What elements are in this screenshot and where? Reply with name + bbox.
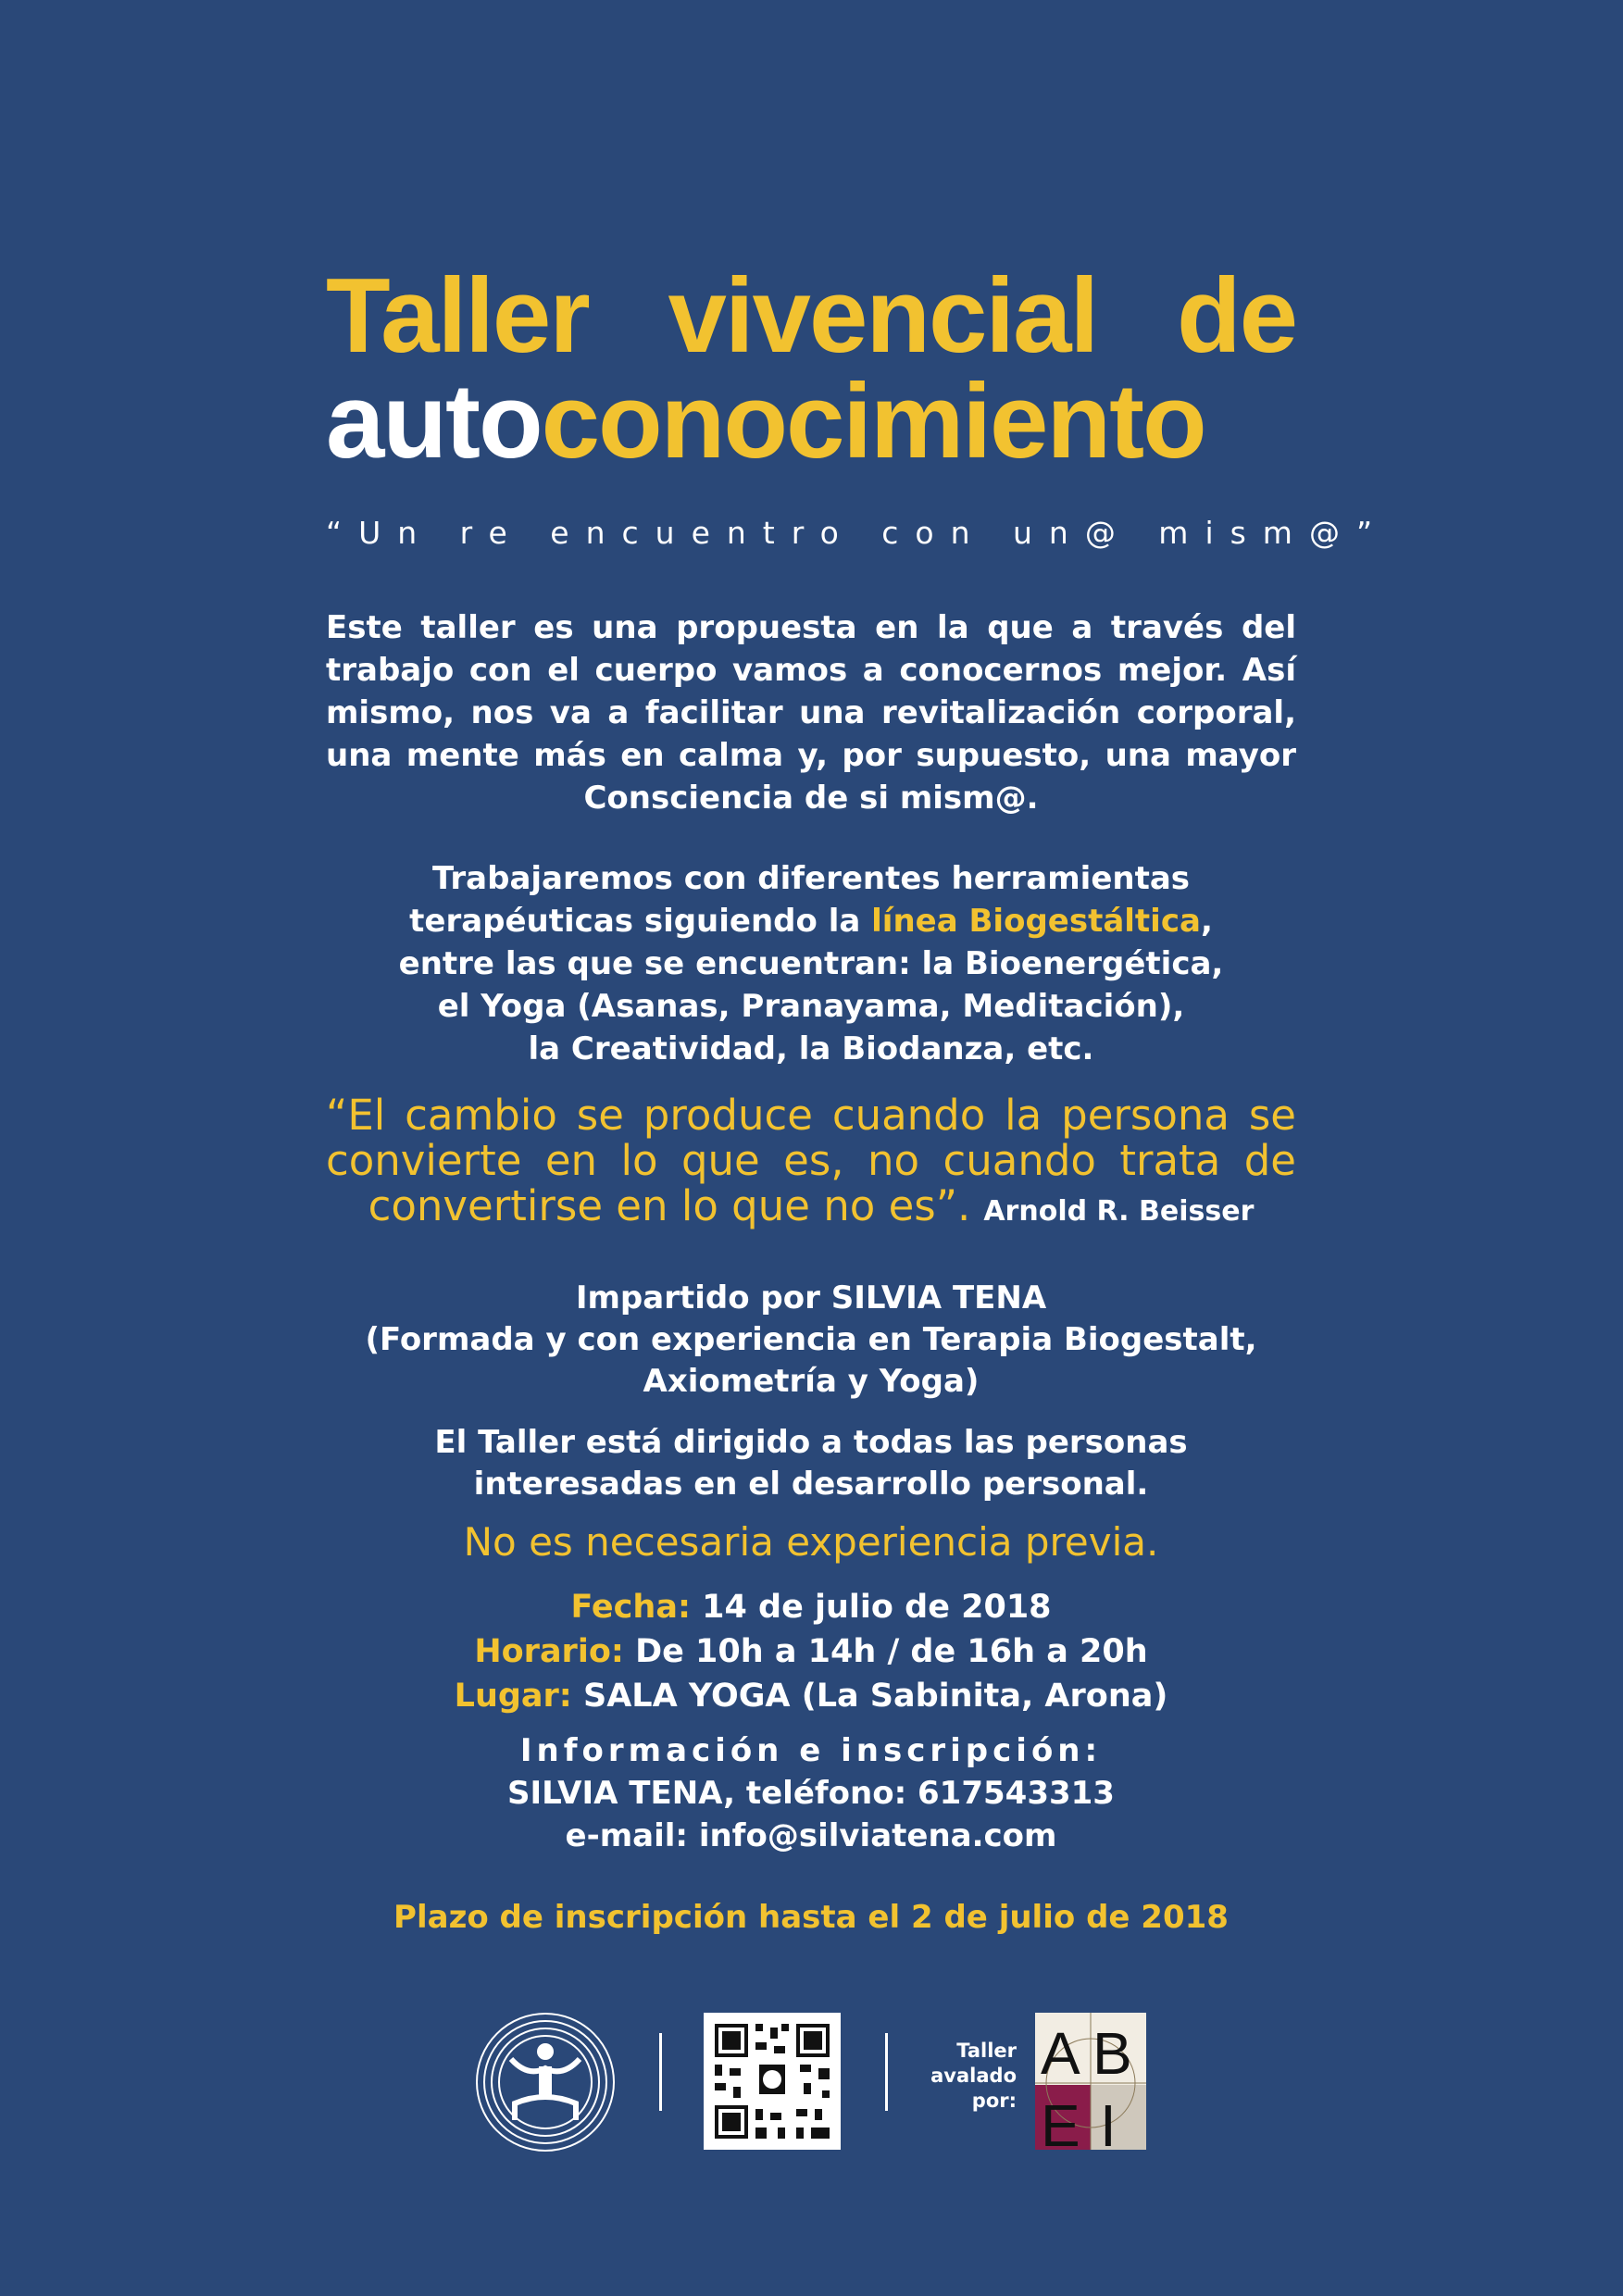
quote-last-line-wrap [326,1183,1296,1234]
title-auto: auto [326,363,542,480]
biogestalt-highlight: línea Biogestáltica [871,903,1201,940]
flyer-title [326,257,1296,480]
audience-block [326,1422,1296,1505]
quote-last-line: convertirse en lo que no es”. [368,1181,971,1230]
quote-text: “El cambio se produce cuando la persona se convierte en lo que es, no cuando trata de [326,1091,1296,1185]
schedule-label: Horario: [474,1633,624,1670]
title-conocimiento: conocimiento [541,363,1205,480]
contact-block [326,1729,1296,1857]
instructor-line-3: Axiometría y Yoga) [643,1363,980,1400]
schedule-row [326,1629,1296,1674]
tools-line-2 [326,900,1296,942]
place-value: SALA YOGA (La Sabinita, Arona) [582,1678,1168,1715]
quote-block [326,1092,1296,1234]
tools-line-1: Trabajaremos con diferentes herramientas [431,860,1191,897]
title-word-2: vivencial [668,257,1098,375]
contact-heading: Información e inscripción: [519,1732,1103,1769]
contact-email[interactable]: e-mail: info@silviatena.com [565,1817,1057,1854]
quote-author: Arnold R. Beisser [983,1195,1255,1228]
tools-line-3: entre las que se encuentran: la Bioenergética, [398,945,1224,982]
tools-line-2-pre: terapéuticas siguiendo la [409,903,872,940]
endorsement-line-3: por: [971,2090,1017,2112]
abei-letter-e: E [1041,2092,1080,2150]
abei-logo-icon [1035,2013,1146,2150]
endorsement-label [917,2039,1017,2114]
flyer-subtitle: “Un re encuentro con un@ mism@” [326,515,1390,551]
date-label: Fecha: [570,1589,691,1626]
date-value: 14 de julio de 2018 [702,1589,1052,1626]
contact-phone[interactable]: SILVIA TENA, teléfono: 617543313 [507,1775,1115,1812]
footer-divider-2 [885,2033,888,2111]
endorsement-line-1: Taller [956,2040,1017,2062]
place-label: Lugar: [454,1678,572,1715]
qr-code-icon[interactable] [704,2013,841,2150]
title-line-2 [326,363,1296,480]
meditation-figure-logo-icon [474,2011,617,2153]
instructor-line-2: (Formada y con experiencia en Terapia Biogestalt, [365,1321,1257,1358]
abei-letter-b: B [1092,2020,1132,2087]
title-word-3: de [1176,257,1296,375]
tools-line-4: el Yoga (Asanas, Pranayama, Meditación), [437,988,1185,1025]
event-details [326,1585,1296,1718]
abei-letter-i: I [1100,2092,1117,2150]
date-row [326,1585,1296,1629]
abei-letter-a: A [1041,2020,1080,2087]
instructor-block [326,1278,1296,1403]
audience-line-2: interesadas en el desarrollo personal. [473,1466,1149,1503]
schedule-value: De 10h a 14h / de 16h a 20h [635,1633,1148,1670]
audience-line-1: El Taller está dirigido a todas las personas [434,1424,1188,1461]
footer-divider-1 [659,2033,662,2111]
title-word-1: Taller [326,257,589,375]
tools-line-2-post: , [1200,903,1213,940]
instructor-line-1: Impartido por SILVIA TENA [575,1279,1047,1316]
tools-paragraph [326,857,1296,1070]
title-line-1 [326,257,1296,375]
footer [0,2007,1623,2155]
place-row [326,1674,1296,1718]
intro-paragraph: Este taller es una propuesta en la que a través del trabajo con el cuerpo vamos a conocernos mejor. Así mismo, nos va a facilitar una revitalización corporal, una mente más en calma y, por supuesto, una mayor Consciencia de si mism@. [326,609,1296,817]
endorsement-line-2: avalado [930,2065,1017,2087]
tools-line-5: la Creatividad, la Biodanza, etc. [528,1030,1094,1067]
registration-deadline: Plazo de inscripción hasta el 2 de julio de 2018 [393,1899,1229,1936]
no-experience-note: No es necesaria experiencia previa. [463,1519,1159,1565]
